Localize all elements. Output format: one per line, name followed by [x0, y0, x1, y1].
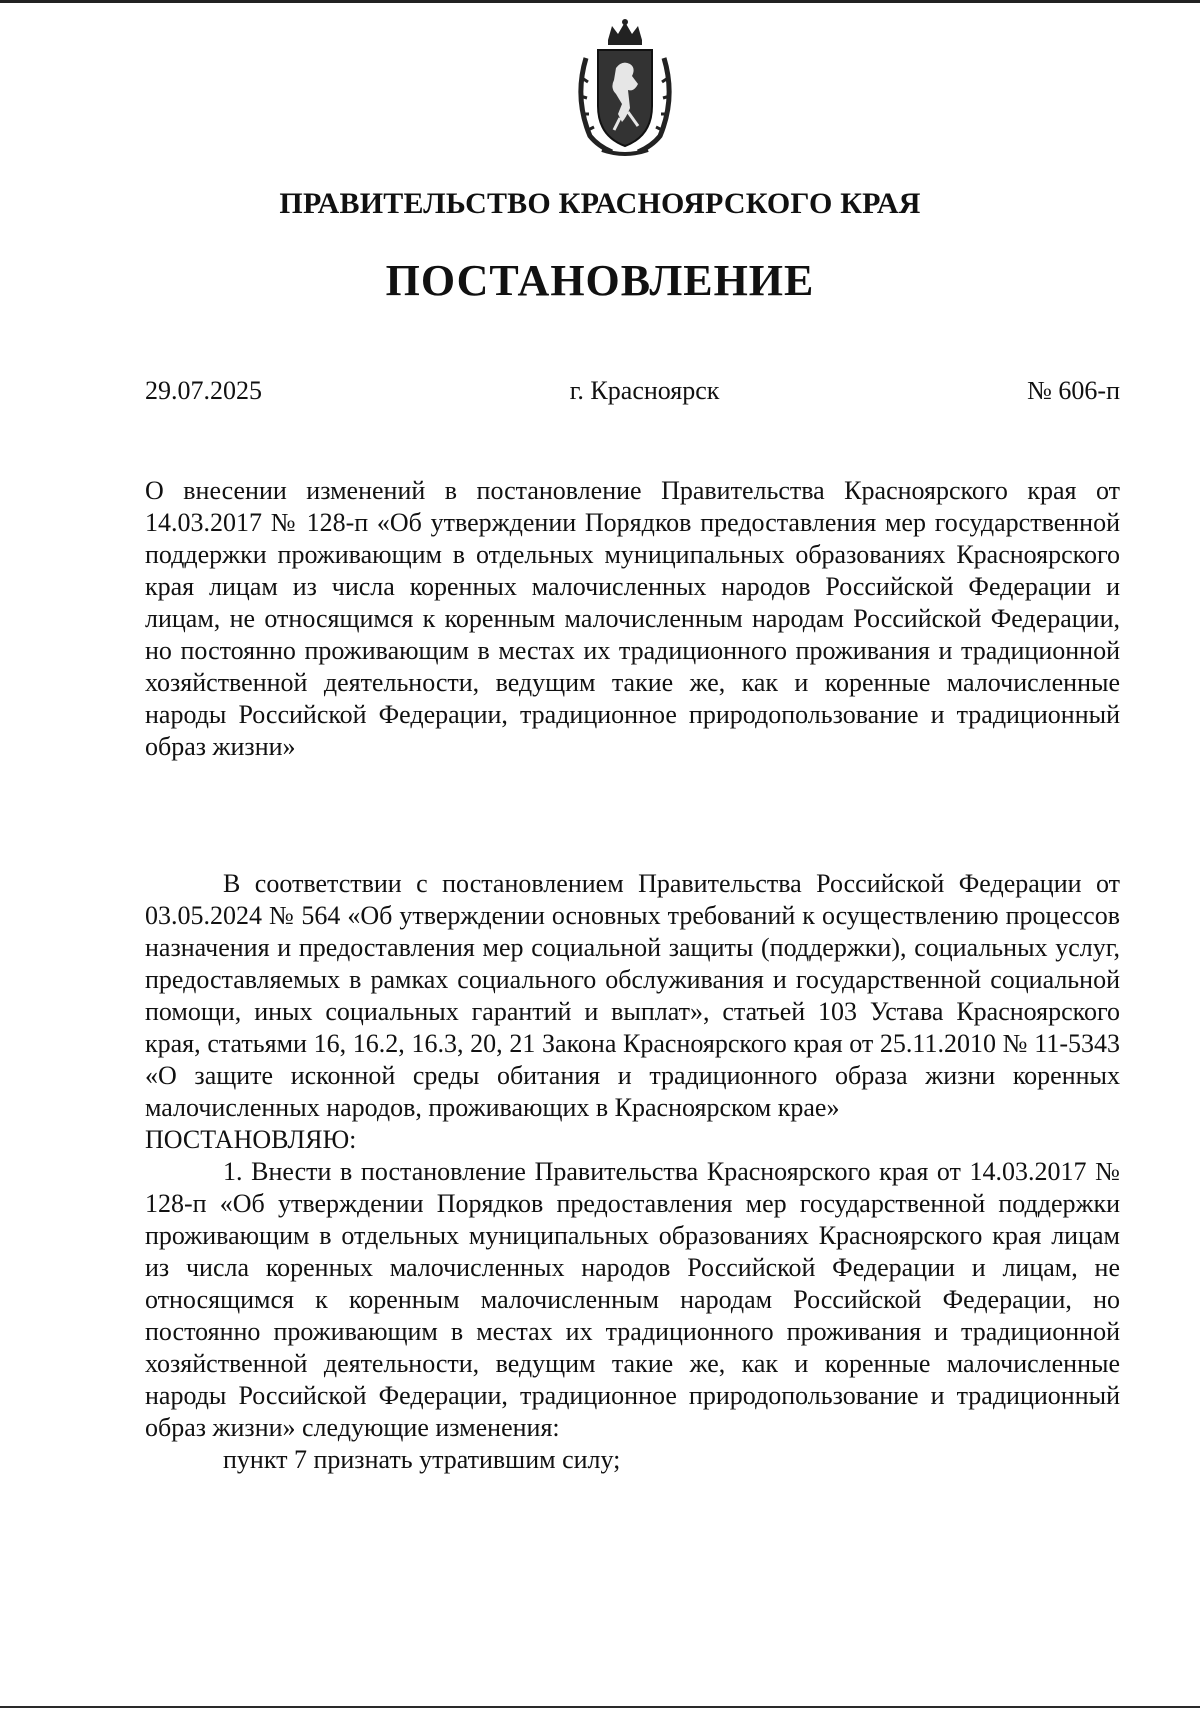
item-1-paragraph: 1. Внести в постановление Правительства Красноярского края от 14.03.2017 № 128-п «Об утверждении Порядков предоставления мер государственной поддержки проживающим в отдельных муниципальных образованиях Красноярского края лицам из числа коренных малочисленных народов Российской Федерации и лицам, не относящимся к коренным малочисленным народам Российской Федерации, но постоянно проживающим в местах их традиционного проживания и традиционной хозяйственной деятельности, ведущим такие же, как и коренные малочисленные народы Российской Федерации, традиционное природопользование и традиционный образ жизни» следующие изменения: [145, 1157, 1120, 1442]
document-number: № 606-п [1027, 376, 1120, 405]
document-subject: О внесении изменений в постановление Правительства Красноярского края от 14.03.2017 № 128-п «Об утверждении Порядков предоставления мер государственной поддержки проживающим в отдельных муниципальных образованиях Красноярского края лицам из числа коренных малочисленных народов Российской Федерации и лицам, не относящимся к коренным малочисленным народам Российской Федерации, но постоянно проживающим в местах их традиционного проживания и традиционной хозяйственной деятельности, ведущим такие же, как и коренные малочисленные народы Российской Федерации, традиционное природопользование и традиционный образ жизни» [145, 476, 1120, 761]
document-type-title: ПОСТАНОВЛЕНИЕ [385, 256, 815, 305]
document-city: г. Красноярск [569, 376, 720, 405]
document-meta-row [145, 376, 1120, 406]
scan-edge-top [0, 0, 1200, 3]
coat-of-arms-icon [568, 18, 682, 158]
document-body [145, 868, 1120, 1476]
document-date: 29.07.2025 [145, 376, 262, 405]
organization-title: ПРАВИТЕЛЬСТВО КРАСНОЯРСКОГО КРАЯ [279, 187, 921, 220]
preamble-paragraph: В соответствии с постановлением Правительства Российской Федерации от 03.05.2024 № 564 «Об утверждении основных требований к осуществлению процессов назначения и предоставления мер социальной защиты (поддержки), социальных услуг, предоставляемых в рамках социального обслуживания и государственной социальной помощи, иных социальных гарантий и выплат», статьей 103 Устава Красноярского края, статьями 16, 16.2, 16.3, 20, 21 Закона Красноярского края от 25.11.2010 № 11-5343 «О защите исконной среды обитания и традиционного образа жизни коренных малочисленных народов, проживающих в Красноярском крае» [145, 869, 1120, 1122]
resolve-line: ПОСТАНОВЛЯЮ: [145, 1125, 357, 1154]
scan-edge-bottom [0, 1706, 1200, 1708]
item-1-subitem: пункт 7 признать утратившим силу; [223, 1445, 621, 1474]
